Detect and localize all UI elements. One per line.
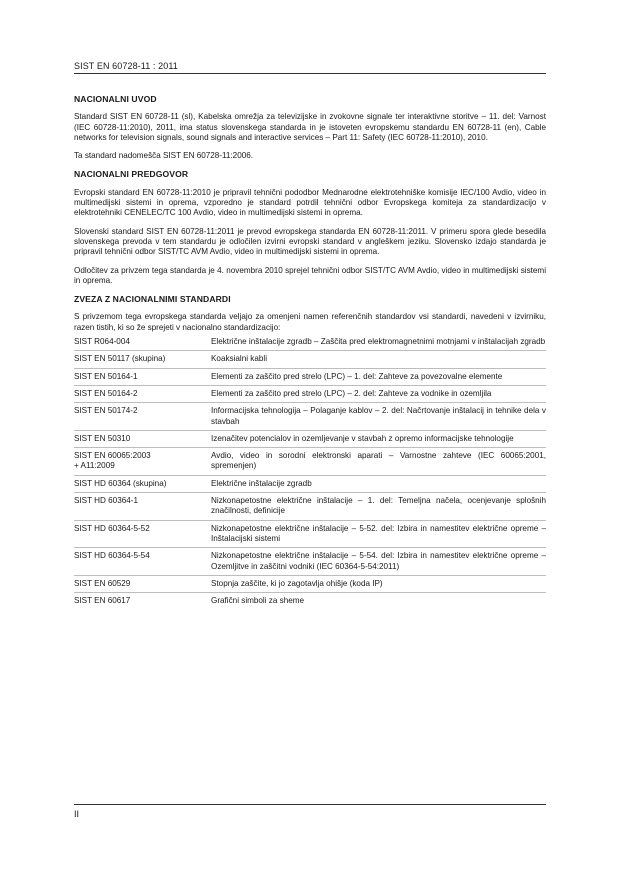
national-intro-paragraph-1: Standard SIST EN 60728-11 (sl), Kabelska omrežja za televizijske in zvokovne signale ter interaktivne storitve – 11. del: Varnost (IEC 60728-11:2010), 2011, ima status slovenskega standarda in je istoveten evropskemu standardu EN 60728-11 (en), Cable networks for television signals, sound signals and interactive services – Part 11: Safety (IEC 60728-11:2010), 2010. bbox=[74, 112, 546, 142]
standard-title: Električne inštalacije zgradb bbox=[211, 475, 546, 492]
standard-code: SIST EN 60617 bbox=[74, 596, 131, 606]
standard-code: SIST EN 60529 bbox=[74, 575, 211, 592]
table-row bbox=[74, 593, 546, 610]
standard-title: Grafični simboli za sheme bbox=[211, 596, 305, 606]
standard-code: SIST EN 60065:2003 + A11:2009 bbox=[74, 448, 211, 476]
table-row bbox=[74, 351, 546, 368]
table-row bbox=[74, 575, 546, 592]
standard-code: SIST EN 50164-2 bbox=[74, 385, 211, 402]
standard-code: SIST HD 60364-1 bbox=[74, 493, 211, 521]
footer-rule bbox=[74, 804, 546, 805]
header-rule bbox=[74, 73, 546, 74]
national-standards-heading: ZVEZA Z NACIONALNIMI STANDARDI bbox=[74, 294, 231, 305]
standard-title: Stopnja zaščite, ki jo zagotavlja ohišje (koda IP) bbox=[211, 575, 546, 592]
standard-code: SIST EN 50174-2 bbox=[74, 403, 211, 431]
table-row bbox=[74, 368, 546, 385]
table-row bbox=[74, 337, 546, 351]
table-row bbox=[74, 493, 546, 521]
national-foreword-paragraph-1: Evropski standard EN 60728-11:2010 je pripravil tehnični pododbor Mednarodne elektrotehniške komisije IEC/100 Avdio, video in multimedijski sistemi in oprema, vzporedno je standard potrdil tehnični odbor Evropskega komiteja za standardizacijo v elektrotehniki CENELEC/TC 100 Avdio, video in multimedijski sistemi in oprema. bbox=[74, 187, 546, 218]
standard-title: Koaksialni kabli bbox=[211, 351, 546, 368]
national-foreword-paragraph-3: Odločitev za privzem tega standarda je 4. novembra 2010 sprejel tehnični odbor SIST/TC AVM Avdio, video in multimedijski sistemi in oprema. bbox=[74, 265, 546, 285]
national-standards-paragraph: S privzemom tega evropskega standarda veljajo za omenjeni namen referenčnih standardov vsi standardi, navedeni v izvirniku, razen tistih, ki so že sprejeti v nacionalno standardizacijo: bbox=[74, 312, 546, 332]
national-intro-paragraph-2: Ta standard nadomešča SIST EN 60728-11:2006. bbox=[74, 151, 254, 161]
table-row bbox=[74, 475, 546, 492]
table-row bbox=[74, 520, 546, 548]
standard-title: Električne inštalacije zgradb – Zaščita pred elektromagnetnimi motnjami v inštalacijah zgradb bbox=[211, 337, 546, 351]
running-header: SIST EN 60728-11 : 2011 bbox=[74, 61, 178, 71]
standard-title: Izenačitev potencialov in ozemljevanje v stavbah z opremo informacijske tehnologije bbox=[211, 430, 546, 447]
standard-code: SIST R064-004 bbox=[74, 337, 211, 351]
table-row bbox=[74, 548, 546, 576]
table-row bbox=[74, 430, 546, 447]
standard-code: SIST HD 60364-5-52 bbox=[74, 520, 211, 548]
standard-code: SIST EN 50164-1 bbox=[74, 368, 211, 385]
standard-code: SIST HD 60364 (skupina) bbox=[74, 475, 211, 492]
page-body bbox=[74, 94, 546, 609]
national-foreword-paragraph-2: Slovenski standard SIST EN 60728-11:2011 je prevod evropskega standarda EN 60728-11:2011. V primeru spora glede besedila slovenskega prevoda v tem standardu je odločilen izvirni evropski standard v angleškem jeziku. Slovensko izdajo standarda je pripravil tehnični odbor SIST/TC AVM Avdio, video in multimedijski sistemi in oprema. bbox=[74, 226, 546, 257]
page-number: II bbox=[74, 809, 80, 819]
reference-standards-table bbox=[74, 337, 546, 609]
standard-title: Nizkonapetostne električne inštalacije – 5-54. del: Izbira in namestitev električne opreme – Ozemljitve in zaščitni vodniki (IEC 60364-5-54:2011) bbox=[211, 548, 546, 576]
standard-title: Elementi za zaščito pred strelo (LPC) – 1. del: Zahteve za povezovalne elemente bbox=[211, 368, 546, 385]
national-intro-heading: NACIONALNI UVOD bbox=[74, 94, 157, 104]
table-row bbox=[74, 385, 546, 402]
table-row bbox=[74, 403, 546, 431]
standard-title: Nizkonapetostne električne inštalacije – 5-52. del: Izbira in namestitev električne opreme – Inštalacijski sistemi bbox=[211, 520, 546, 548]
national-foreword-heading: NACIONALNI PREDGOVOR bbox=[74, 169, 189, 180]
standard-code: SIST EN 50117 (skupina) bbox=[74, 351, 211, 368]
table-row bbox=[74, 448, 546, 476]
standard-code: SIST HD 60364-5-54 bbox=[74, 548, 211, 576]
standard-title: Avdio, video in sorodni elektronski aparati – Varnostne zahteve (IEC 60065:2001, spremenjen) bbox=[211, 448, 546, 476]
standard-title: Nizkonapetostne električne inštalacije – 1. del: Temeljna načela, ocenjevanje splošnih značilnosti, definicije bbox=[211, 493, 546, 521]
standard-title: Elementi za zaščito pred strelo (LPC) – 2. del: Zahteve za vodnike in ozemljila bbox=[211, 385, 546, 402]
standard-code: SIST EN 50310 bbox=[74, 430, 211, 447]
standard-title: Informacijska tehnologija – Polaganje kablov – 2. del: Načrtovanje inštalacij in tehnike dela v stavbah bbox=[211, 403, 546, 431]
